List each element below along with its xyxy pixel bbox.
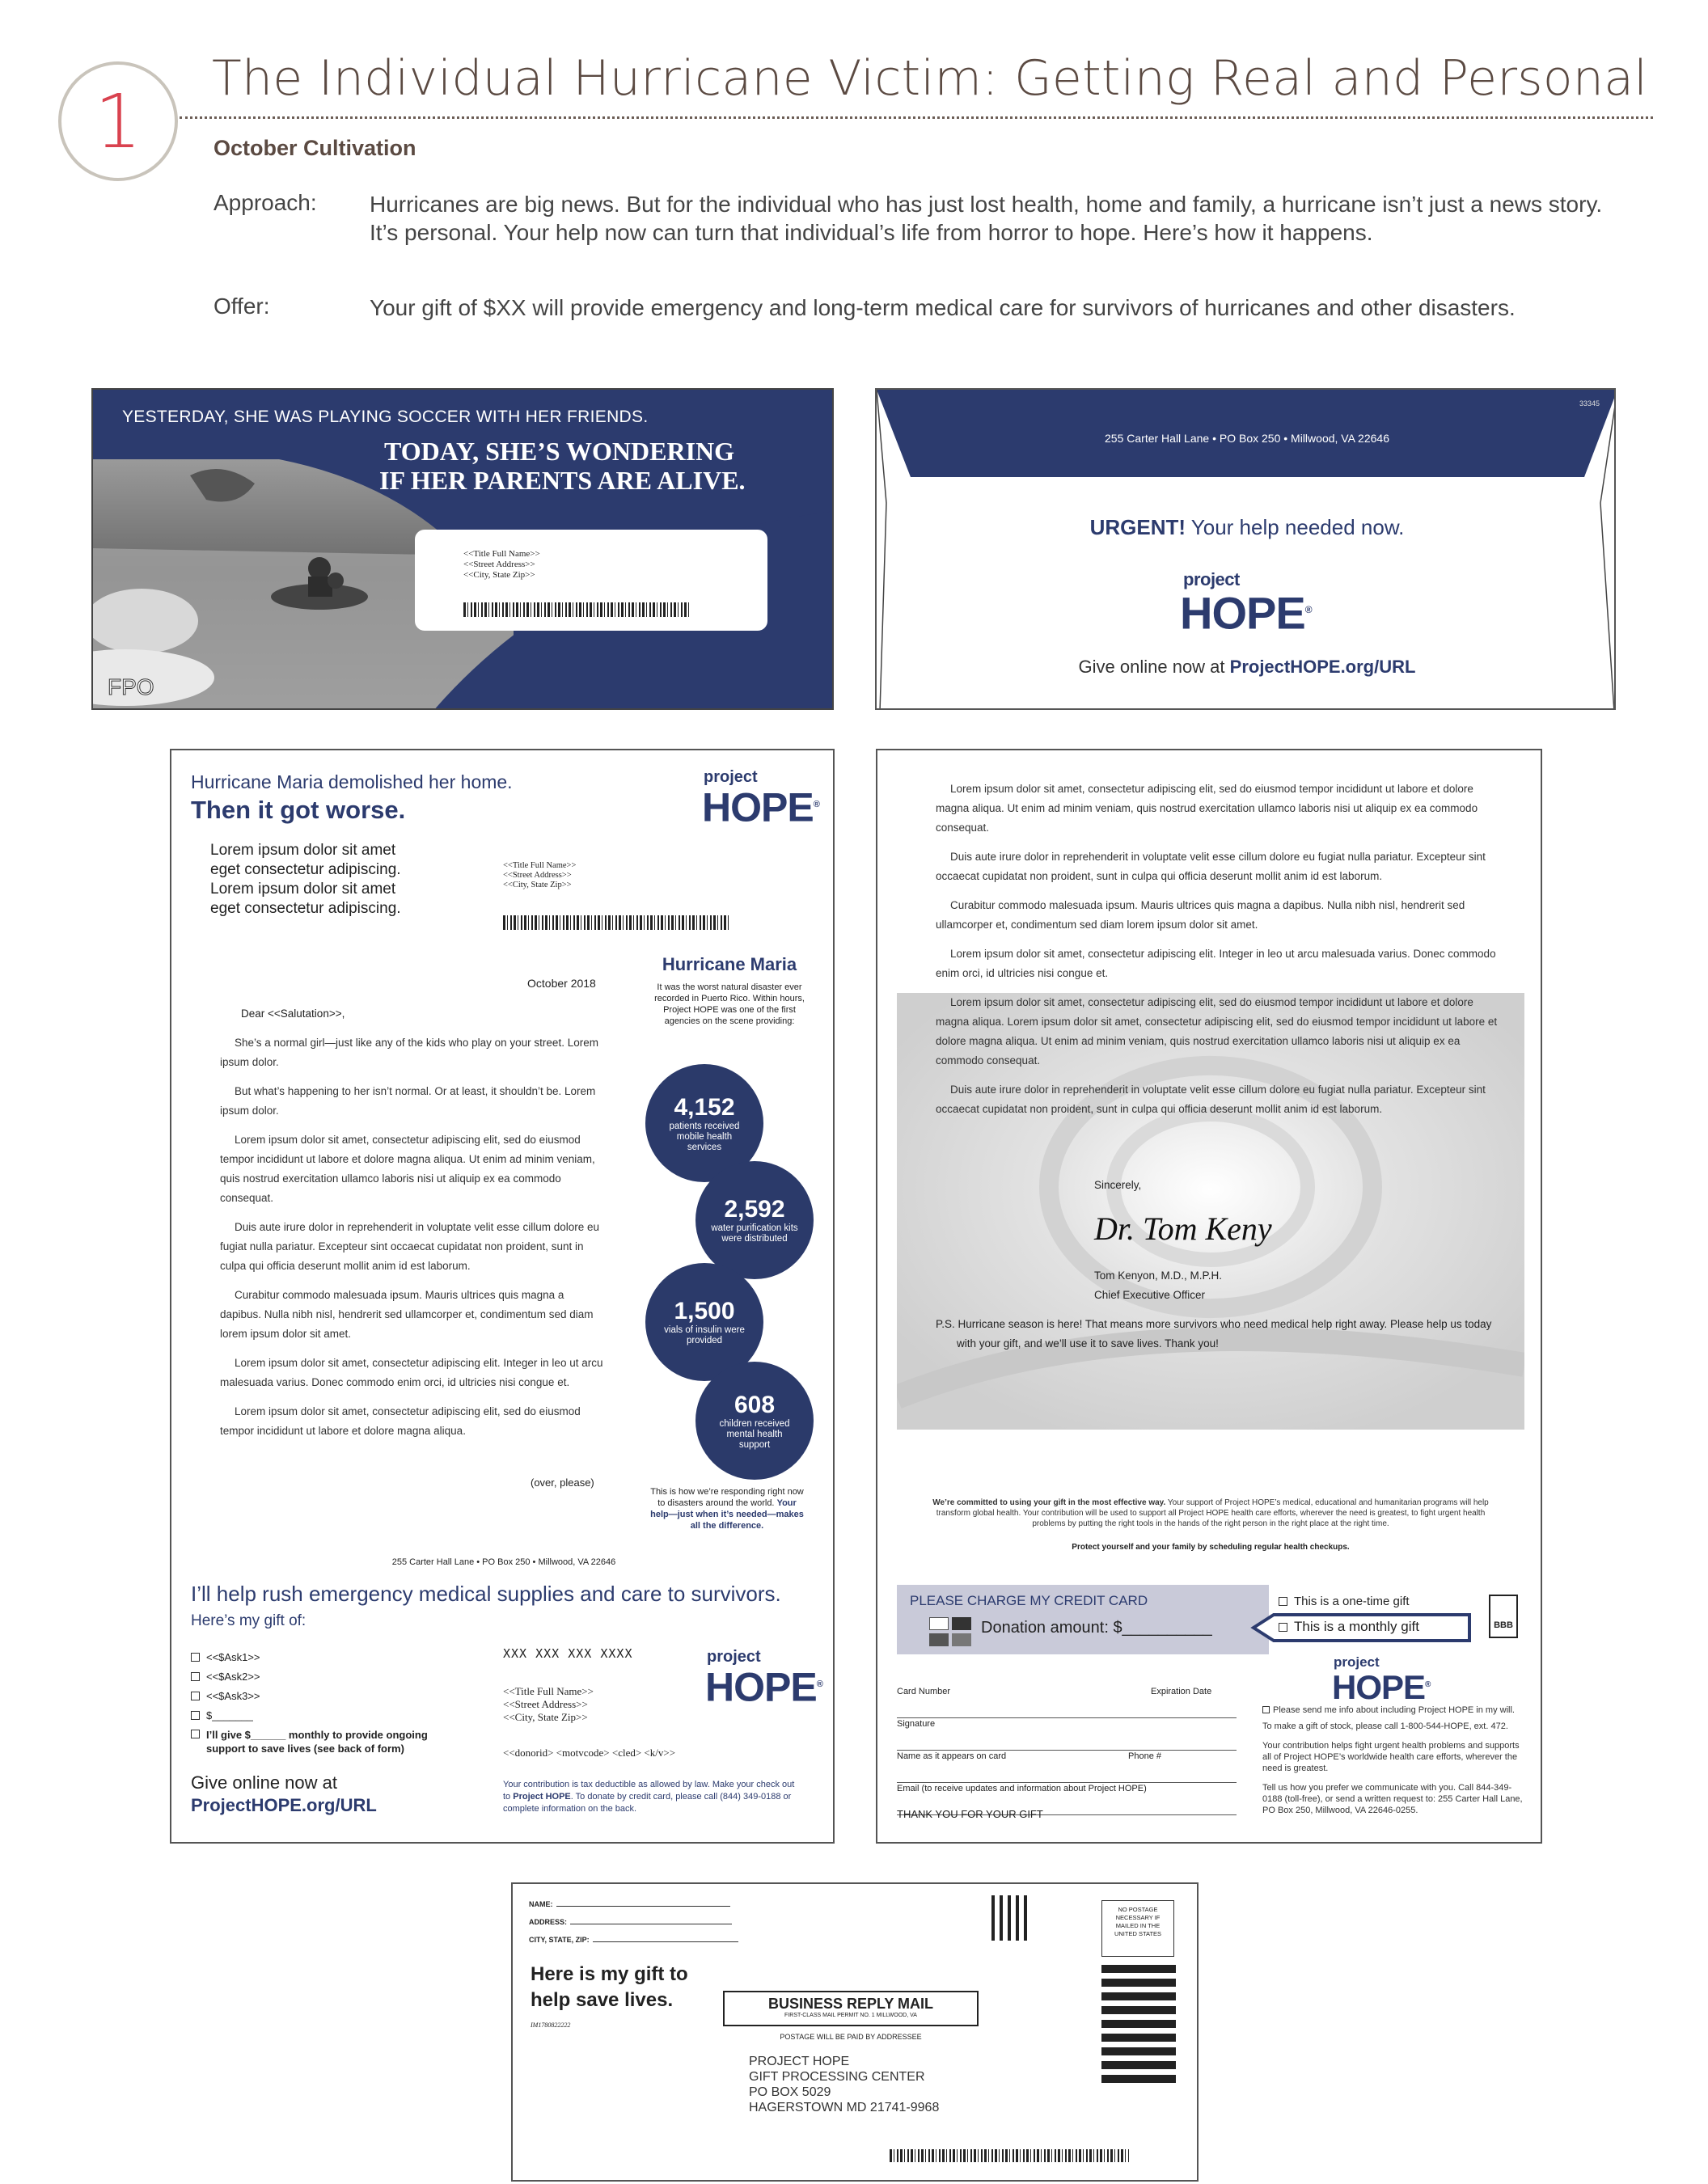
mastercard-icon xyxy=(952,1617,971,1630)
ask-list xyxy=(191,1648,458,1755)
letter-footer-address: 255 Carter Hall Lane • PO Box 250 • Millwood, VA 22646 xyxy=(391,1557,616,1567)
monthly-option[interactable]: This is a monthly gift xyxy=(1279,1619,1419,1635)
page-title: The Individual Hurricane Victim: Getting Real and Personal xyxy=(212,50,1648,107)
ask-option[interactable]: <<$Ask1>> xyxy=(191,1648,458,1667)
letter-back-body: Lorem ipsum dolor sit amet, consectetur adipiscing elit, sed do eiusmod tempor incididunt ut labore et dolore magna aliqua. Ut enim ad minim veniam, quis nostrud exercitation ullamco laboris nisi ut aliquip ex ea commodo consequat. Duis aute irure dolor in reprehenderit in voluptate velit esse cillum dolore eu fugiat nulla pariatur. Excepteur sint occaecat cupidatat non proident, sunt in culpa qui officia deserunt mollit anim id est laborum. Curabitur commodo malesuada ipsum. Mauris ultrices quis magna a dapibus. Nulla nibh nisl, hendrerit sed ullamcorper et, condimentum sed diam lorem ipsum dolor sit amet. Lorem ipsum dolor sit amet, consectetur adipiscing elit. Integer in leo ut arcu malesuada varius. Donec commodo enim orci, id ultricies nisi congue et. Lorem ipsum dolor sit amet, consectetur adipiscing elit, sed do eiusmod tempor incididunt ut labore et dolore magna aliqua. Lorem ipsum dolor sit amet, consectetur adipiscing elit, sed do eiusmod tempor incididunt ut labore et dolore magna aliqua. Ut enim ad minim veniam, quis nostrud exercitation ullamco laboris nisi ut aliquip ex ea commodo consequat. Duis aute irure dolor in reprehenderit in voluptate velit esse cillum dolore eu fugiat nulla pariatur. Excepteur sint occaecat cupidatat non proident, sunt in culpa qui officia deserunt mollit anim id est laborum. xyxy=(936,783,1498,1115)
letter-body: She’s a normal girl—just like any of the kids who play on your street. Lorem ipsum dolor. But what’s happening to her isn’t normal. Or at least, it shouldn’t be. Lorem ipsum dolor. Lorem ipsum dolor sit amet, consectetur adipiscing elit, sed do eiusmod tempor incididunt ut labore et dolore magna aliqua. Ut enim ad minim veniam, quis nostrud exercitation ullamco laboris nisi ut aliquip ex ea commodo consequat. Duis aute irure dolor in reprehenderit in voluptate velit esse cillum dolore eu fugiat nulla pariatur. Excepteur sint occaecat cupidatat non proident, sunt in culpa qui officia deserunt mollit anim id est laborum. Curabitur commodo malesuada ipsum. Mauris ultrices quis magna a dapibus. Nulla nibh nisl, hendrerit sed ullamcorper et, condimentum sed diam lorem ipsum dolor sit amet. Lorem ipsum dolor sit amet, consectetur adipiscing elit. Integer in leo ut arcu malesuada varius. Donec commodo enim orci, id ultricies nisi congue et. Lorem ipsum dolor sit amet, consectetur adipiscing elit, sed do eiusmod tempor incididunt ut labore et dolore magna aliqua. xyxy=(220,1037,603,1437)
urgent-word: URGENT! xyxy=(1089,515,1186,539)
address-window xyxy=(415,530,767,631)
teaser-line3: IF HER PARENTS ARE ALIVE. xyxy=(379,466,746,495)
stat-bubble: 4,152 patients received mobile health services xyxy=(645,1064,763,1182)
signature-field[interactable] xyxy=(897,1750,1237,1751)
one-time-option[interactable]: This is a one-time gift xyxy=(1279,1595,1410,1608)
brm-name-field[interactable]: NAME: xyxy=(529,1900,755,1908)
section-number: 1 xyxy=(58,61,178,181)
ask-option[interactable]: <<$Ask2>> xyxy=(191,1667,458,1687)
reply-address-block: <<Title Full Name>> <<Street Address>> <<City, State Zip>> xyxy=(503,1685,594,1723)
business-reply-envelope xyxy=(511,1882,1199,2182)
brm-gift-text: Here is my gift to help save lives. xyxy=(531,1963,688,2011)
visa-icon xyxy=(929,1617,949,1630)
protect-note: Protect yourself and your family by scheduling regular health checkups. xyxy=(1072,1543,1350,1552)
letter-salutation: Dear <<Salutation>>, xyxy=(241,1008,345,1020)
name-on-card-label: Name as it appears on card xyxy=(897,1751,1007,1761)
give-online-line xyxy=(877,657,1616,678)
ask-option[interactable]: <<$Ask3>> xyxy=(191,1687,458,1706)
letter-kicker: Hurricane Maria demolished her home. xyxy=(191,771,513,792)
amex-icon xyxy=(929,1633,949,1646)
expiration-label: Expiration Date xyxy=(1151,1687,1212,1696)
checkbox[interactable] xyxy=(1262,1706,1270,1713)
brm-title-box: BUSINESS REPLY MAIL FIRST-CLASS MAIL PERMIT NO. 1 MILLWOOD, VA xyxy=(723,1991,979,2026)
letter-front xyxy=(170,749,835,1844)
project-hope-logo: project HOPE® xyxy=(1332,1654,1431,1706)
envelope-return-address: 255 Carter Hall Lane • PO Box 250 • Millwood, VA 22646 xyxy=(1105,432,1389,445)
brm-postage-note: POSTAGE WILL BE PAID BY ADDRESSEE xyxy=(780,2033,922,2041)
reply-envelope xyxy=(875,388,1616,710)
facing-identification-marks xyxy=(991,1895,1032,1941)
stat-bubble: 1,500 vials of insulin were provided xyxy=(645,1263,763,1381)
postal-barcode xyxy=(463,602,690,617)
bbb-badge: BBB xyxy=(1489,1595,1518,1638)
checkbox[interactable] xyxy=(191,1672,200,1681)
envelope-code: 33345 xyxy=(1579,399,1600,408)
project-hope-logo: project HOPE® xyxy=(705,1648,822,1710)
letter-date: October 2018 xyxy=(527,977,596,990)
urgent-text: Your help needed now. xyxy=(1186,515,1405,539)
postscript: P.S. Hurricane season is here! That means more survivors who need medical help right away. Please help us today with your gift, and we’ll use it to save lives. Thank you! xyxy=(936,1318,1492,1350)
title-divider xyxy=(180,116,1653,119)
give-online-text: Give online now at xyxy=(1078,657,1230,677)
brm-barcode xyxy=(890,2149,1129,2162)
teaser-line1: YESTERDAY, SHE WAS PLAYING SOCCER WITH HER FRIENDS. xyxy=(122,408,649,426)
stat-bubble: 2,592 water purification kits were distributed xyxy=(695,1161,814,1279)
signature: Dr. Tom Keny xyxy=(1094,1210,1272,1247)
give-online-url[interactable]: ProjectHOPE.org/URL xyxy=(1229,657,1416,677)
project-hope-logo: project HOPE® xyxy=(1180,569,1312,639)
give-online-url[interactable]: ProjectHOPE.org/URL xyxy=(191,1795,377,1815)
address-name: <<Title Full Name>> xyxy=(463,549,540,559)
urgent-line xyxy=(877,515,1616,540)
page-subtitle: October Cultivation xyxy=(214,136,416,160)
brm-city-field[interactable]: CITY, STATE, ZIP: xyxy=(529,1936,772,1944)
reply-headline: I’ll help rush emergency medical supplies and care to survivors. xyxy=(191,1582,781,1606)
letter-headline: Then it got worse. xyxy=(191,796,406,824)
phone-label: Phone # xyxy=(1128,1751,1161,1761)
give-online-label: Give online now at xyxy=(191,1772,337,1793)
commitment-note: We’re committed to using your gift in the most effective way. Your support of Project HOPE’s medical, educational and humanitarian programs will help transform global health. Your contribution will be used to support all Project HOPE health care efforts, wherever the need is greatest, to fight urgent health problems by putting the right tools in the hands of the right person in the right place at the right time. xyxy=(932,1498,1489,1528)
no-postage-indicia: NO POSTAGE NECESSARY IF MAILED IN THE UNITED STATES xyxy=(1101,1900,1174,1957)
signer-block: Tom Kenyon, M.D., M.P.H. Chief Executive Officer xyxy=(1094,1269,1223,1301)
stat-bubble: 608 children received mental health support xyxy=(695,1362,814,1480)
address-street: <<Street Address>> xyxy=(463,560,535,569)
sincerely: Sincerely, xyxy=(1094,1179,1142,1191)
offer-label: Offer: xyxy=(214,294,270,319)
brm-code: IM1780822222 xyxy=(531,2021,571,2029)
right-notes: Please send me info about including Project HOPE in my will. To make a gift of stock, please call 1-800-544-HOPE, ext. 472. Your contribution helps fight urgent health problems and supports all of Project HOPE’s worldwide health care efforts, wherever the need is greatest. Tell us how you prefer we communicate with you. Call 844-349-0188 (toll-free), or send a written request to: 255 Carter Hall Lane, PO Box 250, Millwood, VA 22646-0255. xyxy=(1262,1705,1529,1816)
brm-address-field[interactable]: ADDRESS: xyxy=(529,1918,755,1926)
checkbox[interactable] xyxy=(191,1692,200,1700)
checkbox[interactable] xyxy=(1279,1597,1287,1606)
signature-label: Signature xyxy=(897,1719,936,1729)
checkbox[interactable] xyxy=(191,1653,200,1662)
credit-card-title: PLEASE CHARGE MY CREDIT CARD xyxy=(910,1593,1148,1608)
letter-barcode xyxy=(503,915,731,930)
outer-envelope xyxy=(91,388,834,710)
sidebar-closing: This is how we’re responding right now to disasters around the world. Your help—just when it’s needed—makes all the difference. xyxy=(650,1487,804,1531)
letter-address-block: <<Title Full Name>> <<Street Address>> <<City, State Zip>> xyxy=(503,861,577,889)
name-phone-field[interactable] xyxy=(897,1782,1237,1783)
donor-code-line: <<donorid> <motvcode> <cled> <k/v>> xyxy=(503,1747,676,1759)
discover-icon xyxy=(952,1633,971,1646)
letter-back xyxy=(876,749,1542,1844)
project-hope-logo: project HOPE® xyxy=(702,768,819,830)
over-please: (over, please) xyxy=(531,1476,594,1489)
approach-text: Hurricanes are big news. But for the individual who has just lost health, home and family, a hurricane isn’t just a news story. It’s personal. Your help now can turn that individual’s life from horror to hope. Here’s how it happens. xyxy=(370,192,1603,245)
credit-card-box xyxy=(897,1585,1269,1654)
will-info-option[interactable]: Please send me info about including Project HOPE in my will. xyxy=(1262,1705,1529,1716)
fpo-mark: FPO xyxy=(108,674,154,699)
email-label: Email (to receive updates and information about Project HOPE) xyxy=(897,1784,1147,1793)
checkbox[interactable] xyxy=(1279,1623,1287,1632)
brm-recipient-address: PROJECT HOPE GIFT PROCESSING CENTER PO BOX 5029 HAGERSTOWN MD 21741-9968 xyxy=(749,2055,940,2114)
checkbox[interactable] xyxy=(191,1711,200,1720)
account-number: XXX XXX XXX XXXX xyxy=(503,1646,633,1661)
tax-note: Your contribution is tax deductible as allowed by law. Make your check out to Project HOPE. To donate by credit card, please call (844) 349-0188 or complete information on the back. xyxy=(503,1780,795,1814)
approach-label: Approach: xyxy=(214,190,317,215)
ask-option[interactable]: $_______ xyxy=(191,1706,458,1726)
checkbox[interactable] xyxy=(191,1730,200,1738)
offer-text: Your gift of $XX will provide emergency and long-term medical care for survivors of hurricanes and other disasters. xyxy=(370,295,1516,320)
gift-label: Here’s my gift of: xyxy=(191,1612,307,1629)
address-city: <<City, State Zip>> xyxy=(463,570,535,580)
donation-amount-field[interactable]: Donation amount: $__________ xyxy=(981,1619,1212,1637)
card-number-field[interactable] xyxy=(897,1717,1237,1718)
sidebar-title: Hurricane Maria xyxy=(662,954,797,974)
postage-bars xyxy=(1101,1965,1176,2085)
letter-teaser: Lorem ipsum dolor sit amet eget consectetur adipiscing. Lorem ipsum dolor sit amet eget consectetur adipiscing. xyxy=(210,842,401,917)
card-number-label: Card Number xyxy=(897,1687,951,1696)
teaser-line2: TODAY, SHE’S WONDERING xyxy=(384,437,735,466)
thank-you-text: THANK YOU FOR YOUR GIFT xyxy=(897,1808,1043,1820)
monthly-option[interactable]: I’ll give $______ monthly to provide ongoing support to save lives (see back of form) xyxy=(191,1728,458,1755)
sidebar-text: It was the worst natural disaster ever recorded in Puerto Rico. Within hours, Project HOPE was one of the first agencies on the scene providing: xyxy=(654,982,805,1026)
